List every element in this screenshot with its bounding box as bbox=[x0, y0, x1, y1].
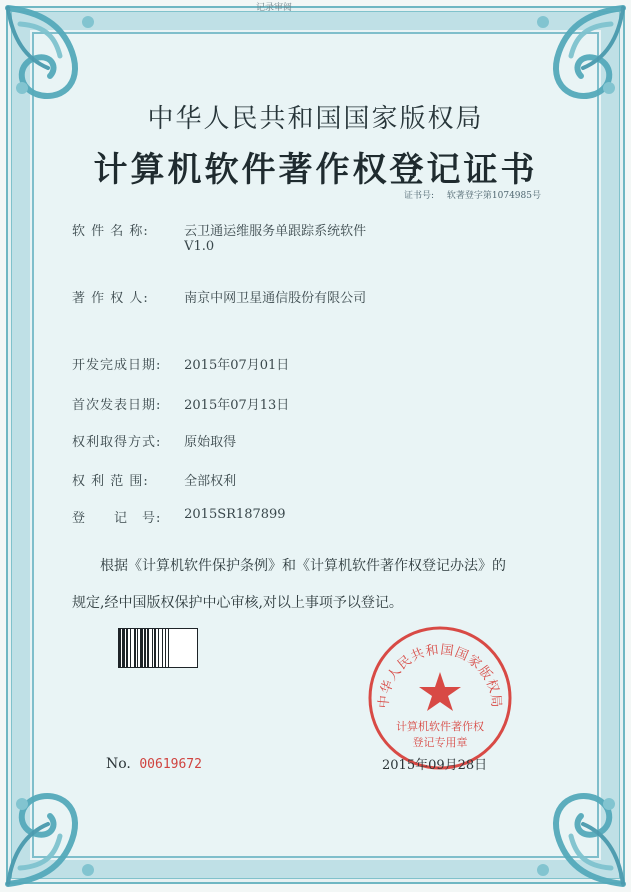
field-label: 首次发表日期: bbox=[72, 398, 162, 413]
field-label: 权 利 范 围: bbox=[72, 474, 149, 489]
field-value: 南京中网卫星通信股份有限公司 bbox=[184, 291, 367, 306]
ornament-corner-icon bbox=[511, 772, 631, 892]
field-label: 权利取得方式: bbox=[72, 435, 162, 450]
handwritten-annotation: 记录审阅 bbox=[256, 3, 293, 13]
qr-barcode-icon bbox=[118, 628, 198, 668]
field-publication-date bbox=[72, 394, 289, 413]
field-label: 著 作 权 人: bbox=[72, 291, 149, 306]
field-development-date bbox=[72, 354, 289, 373]
software-name: 云卫通运维服务单跟踪系统软件 bbox=[184, 224, 367, 239]
field-value: 原始取得 bbox=[184, 435, 237, 450]
certificate-number-label: 证书号: bbox=[403, 191, 435, 201]
serial-number: 00619672 bbox=[139, 757, 202, 772]
field-value: 全部权利 bbox=[184, 474, 237, 489]
seal-center-text: 登记专用章 bbox=[412, 736, 468, 749]
field-label: 开发完成日期: bbox=[72, 358, 162, 373]
issue-date: 2015年09月28日 bbox=[382, 758, 488, 773]
field-label: 登 记 号: bbox=[72, 511, 162, 526]
seal-center-text: 计算机软件著作权 bbox=[396, 720, 484, 733]
declaration-text bbox=[72, 548, 572, 622]
seal-ring-text: 中华人民共和国国家版权局 bbox=[376, 642, 504, 709]
declaration-line: 根据《计算机软件保护条例》和《计算机软件著作权登记办法》的 bbox=[100, 558, 506, 574]
certificate-serial bbox=[106, 756, 202, 772]
field-label: 软 件 名 称: bbox=[72, 224, 149, 239]
field-value: 2015年07月13日 bbox=[184, 398, 290, 413]
field-rights-scope bbox=[72, 470, 236, 489]
field-value bbox=[184, 220, 366, 254]
issuing-authority: 中华人民共和国国家版权局 bbox=[147, 104, 484, 134]
certificate-title: 计算机软件著作权登记证书 bbox=[93, 150, 538, 190]
field-registration-number bbox=[72, 507, 286, 526]
certificate-number-value: 软著登字第1074985号 bbox=[446, 191, 541, 201]
field-copyright-owner bbox=[72, 287, 366, 306]
ornament-corner-icon bbox=[0, 772, 120, 892]
field-acquisition-method bbox=[72, 431, 236, 450]
declaration-line: 规定,经中国版权保护中心审核,对以上事项予以登记。 bbox=[72, 595, 403, 611]
field-value: 2015年07月01日 bbox=[184, 358, 290, 373]
certificate-number bbox=[404, 188, 541, 201]
official-seal-icon bbox=[366, 624, 514, 772]
software-version: V1.0 bbox=[184, 239, 215, 254]
serial-label: No. bbox=[106, 756, 131, 772]
field-software-name bbox=[72, 220, 366, 254]
barcode-bar bbox=[169, 629, 172, 667]
field-value: 2015SR187899 bbox=[184, 507, 286, 522]
